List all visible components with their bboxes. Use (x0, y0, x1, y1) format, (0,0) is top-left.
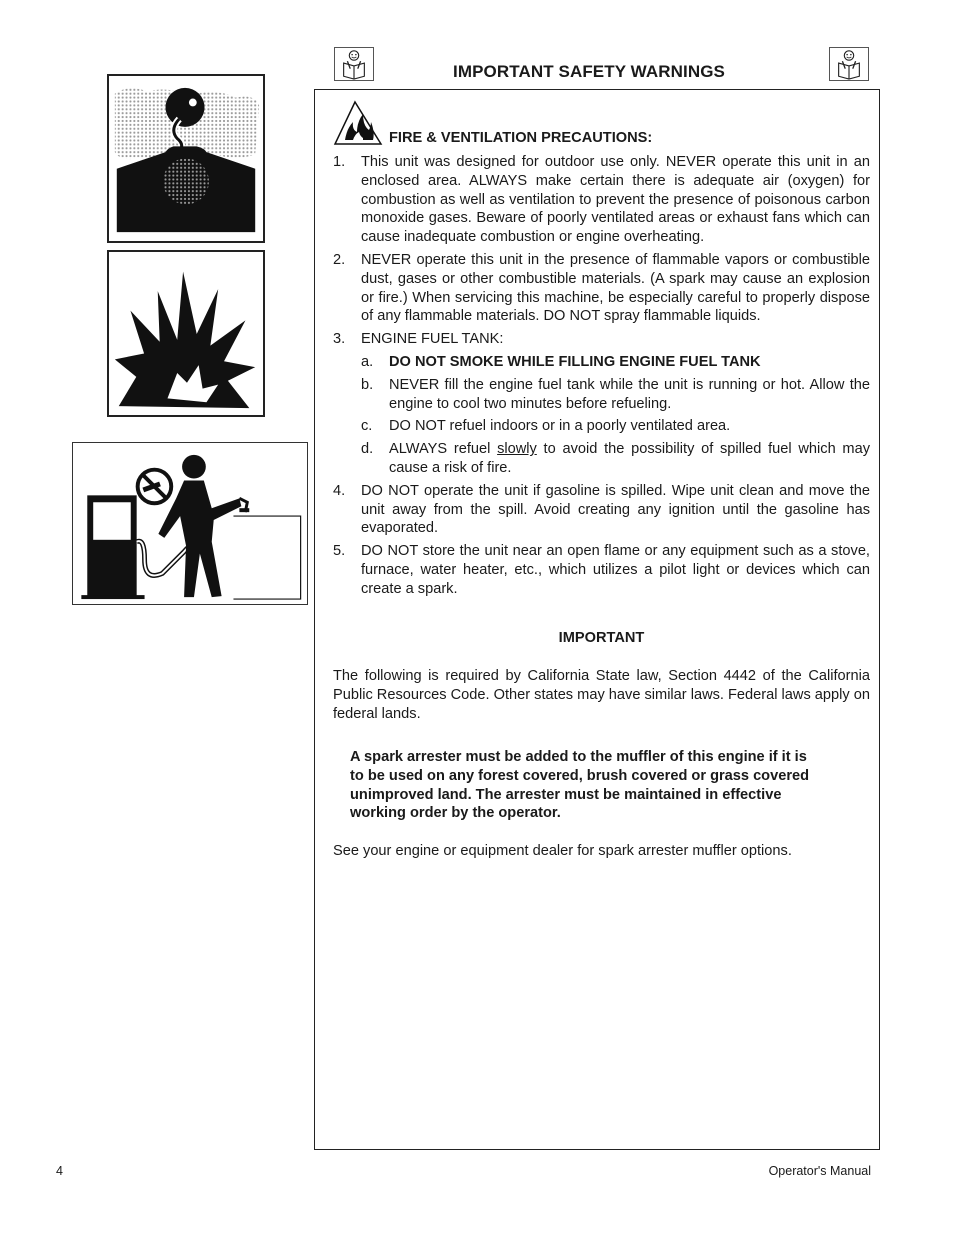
reading-manual-icon (334, 47, 374, 81)
list-item (333, 330, 870, 349)
sub-item-text: NEVER fill the engine fuel tank while the unit is running or hot. Allow the engine to cool two minutes before refueling. (389, 376, 870, 412)
explosion-icon (107, 250, 265, 417)
dealer-note: See your engine or equipment dealer for spark arrester muffler options. (333, 843, 792, 859)
important-heading: IMPORTANT (558, 630, 645, 646)
sub-item (361, 353, 870, 372)
sub-item-text: DO NOT SMOKE WHILE FILLING ENGINE FUEL TANK (389, 353, 761, 370)
reading-manual-icon (829, 47, 869, 81)
spark-arrester-notice (350, 748, 809, 823)
notice-line: working order by the operator. (350, 805, 561, 822)
item-text: NEVER operate this unit in the presence of flammable vapors or combustible dust, gases or other combustible materials. (A spark may cause an explosion or fire.) When servicing this machine, be especially careful to properly dispose of any flammable materials. DO NOT spray flammable liquids. (361, 251, 870, 325)
sub-item-letter: a. (361, 353, 374, 370)
list-item (333, 153, 870, 247)
sub-item-letter: c. (361, 418, 373, 435)
underlined-word: slowly (497, 441, 537, 458)
list-item (333, 482, 870, 538)
sub-item-letter: b. (361, 376, 374, 393)
sub-item (361, 376, 870, 414)
sub-item-text (389, 440, 870, 478)
section-title: FIRE & VENTILATION PRECAUTIONS: (389, 130, 653, 146)
sub-item (361, 417, 870, 436)
toxic-fumes-icon (107, 74, 265, 243)
manual-name: Operator's Manual (768, 1164, 871, 1178)
item-number: 2. (333, 251, 346, 268)
item-text: This unit was designed for outdoor use only. NEVER operate this unit in an enclosed area. ALWAYS make certain there is adequate air (oxygen) for combustion as well as ventilation to prevent the presence of poisonous carbon monoxide gases. Beware of poorly ventilated areas or exhaust fans which can cause inadequate combustion or engine overheating. (361, 154, 870, 246)
page-number: 4 (56, 1164, 63, 1178)
item-text: ENGINE FUEL TANK: (361, 331, 504, 348)
notice-line: to be used on any forest covered, brush covered or grass covered (350, 767, 810, 784)
sub-item-letter: d. (361, 441, 374, 458)
item-number: 5. (333, 543, 346, 560)
sub-item (361, 440, 870, 478)
item-text: DO NOT operate the unit if gasoline is spilled. Wipe unit clean and move the unit away from the spill. Avoid creating any ignition until the gasoline has evaporated. (361, 482, 870, 537)
item-number: 4. (333, 482, 346, 499)
important-paragraph: The following is required by California State law, Section 4442 of the California Public Resources Code. Other states may have similar laws. Federal laws apply on federal lands. (333, 668, 870, 722)
page-title: IMPORTANT SAFETY WARNINGS (453, 62, 725, 81)
item-number: 1. (333, 154, 346, 170)
no-smoking-refuel-icon (72, 442, 308, 605)
item-number: 3. (333, 331, 346, 348)
precautions-list (333, 153, 870, 599)
list-item (333, 251, 870, 326)
sub-item-text: DO NOT refuel indoors or in a poorly ventilated area. (389, 418, 731, 435)
notice-line: A spark arrester must be added to the muffler of this engine if it is (350, 749, 807, 765)
sub-item-text-post: to avoid the possibility of spilled fuel which may cause a risk of fire. (389, 441, 870, 476)
fire-warning-icon (333, 100, 383, 146)
list-item (333, 542, 870, 598)
item-text: DO NOT store the unit near an open flame or any equipment such as a stove, furnace, water heater, etc., which utilizes a pilot light or devices which can create a spark. (361, 543, 870, 597)
sub-item-text-pre: ALWAYS refuel (389, 441, 498, 458)
notice-line: unimproved land. The arrester must be maintained in effective (350, 786, 782, 803)
